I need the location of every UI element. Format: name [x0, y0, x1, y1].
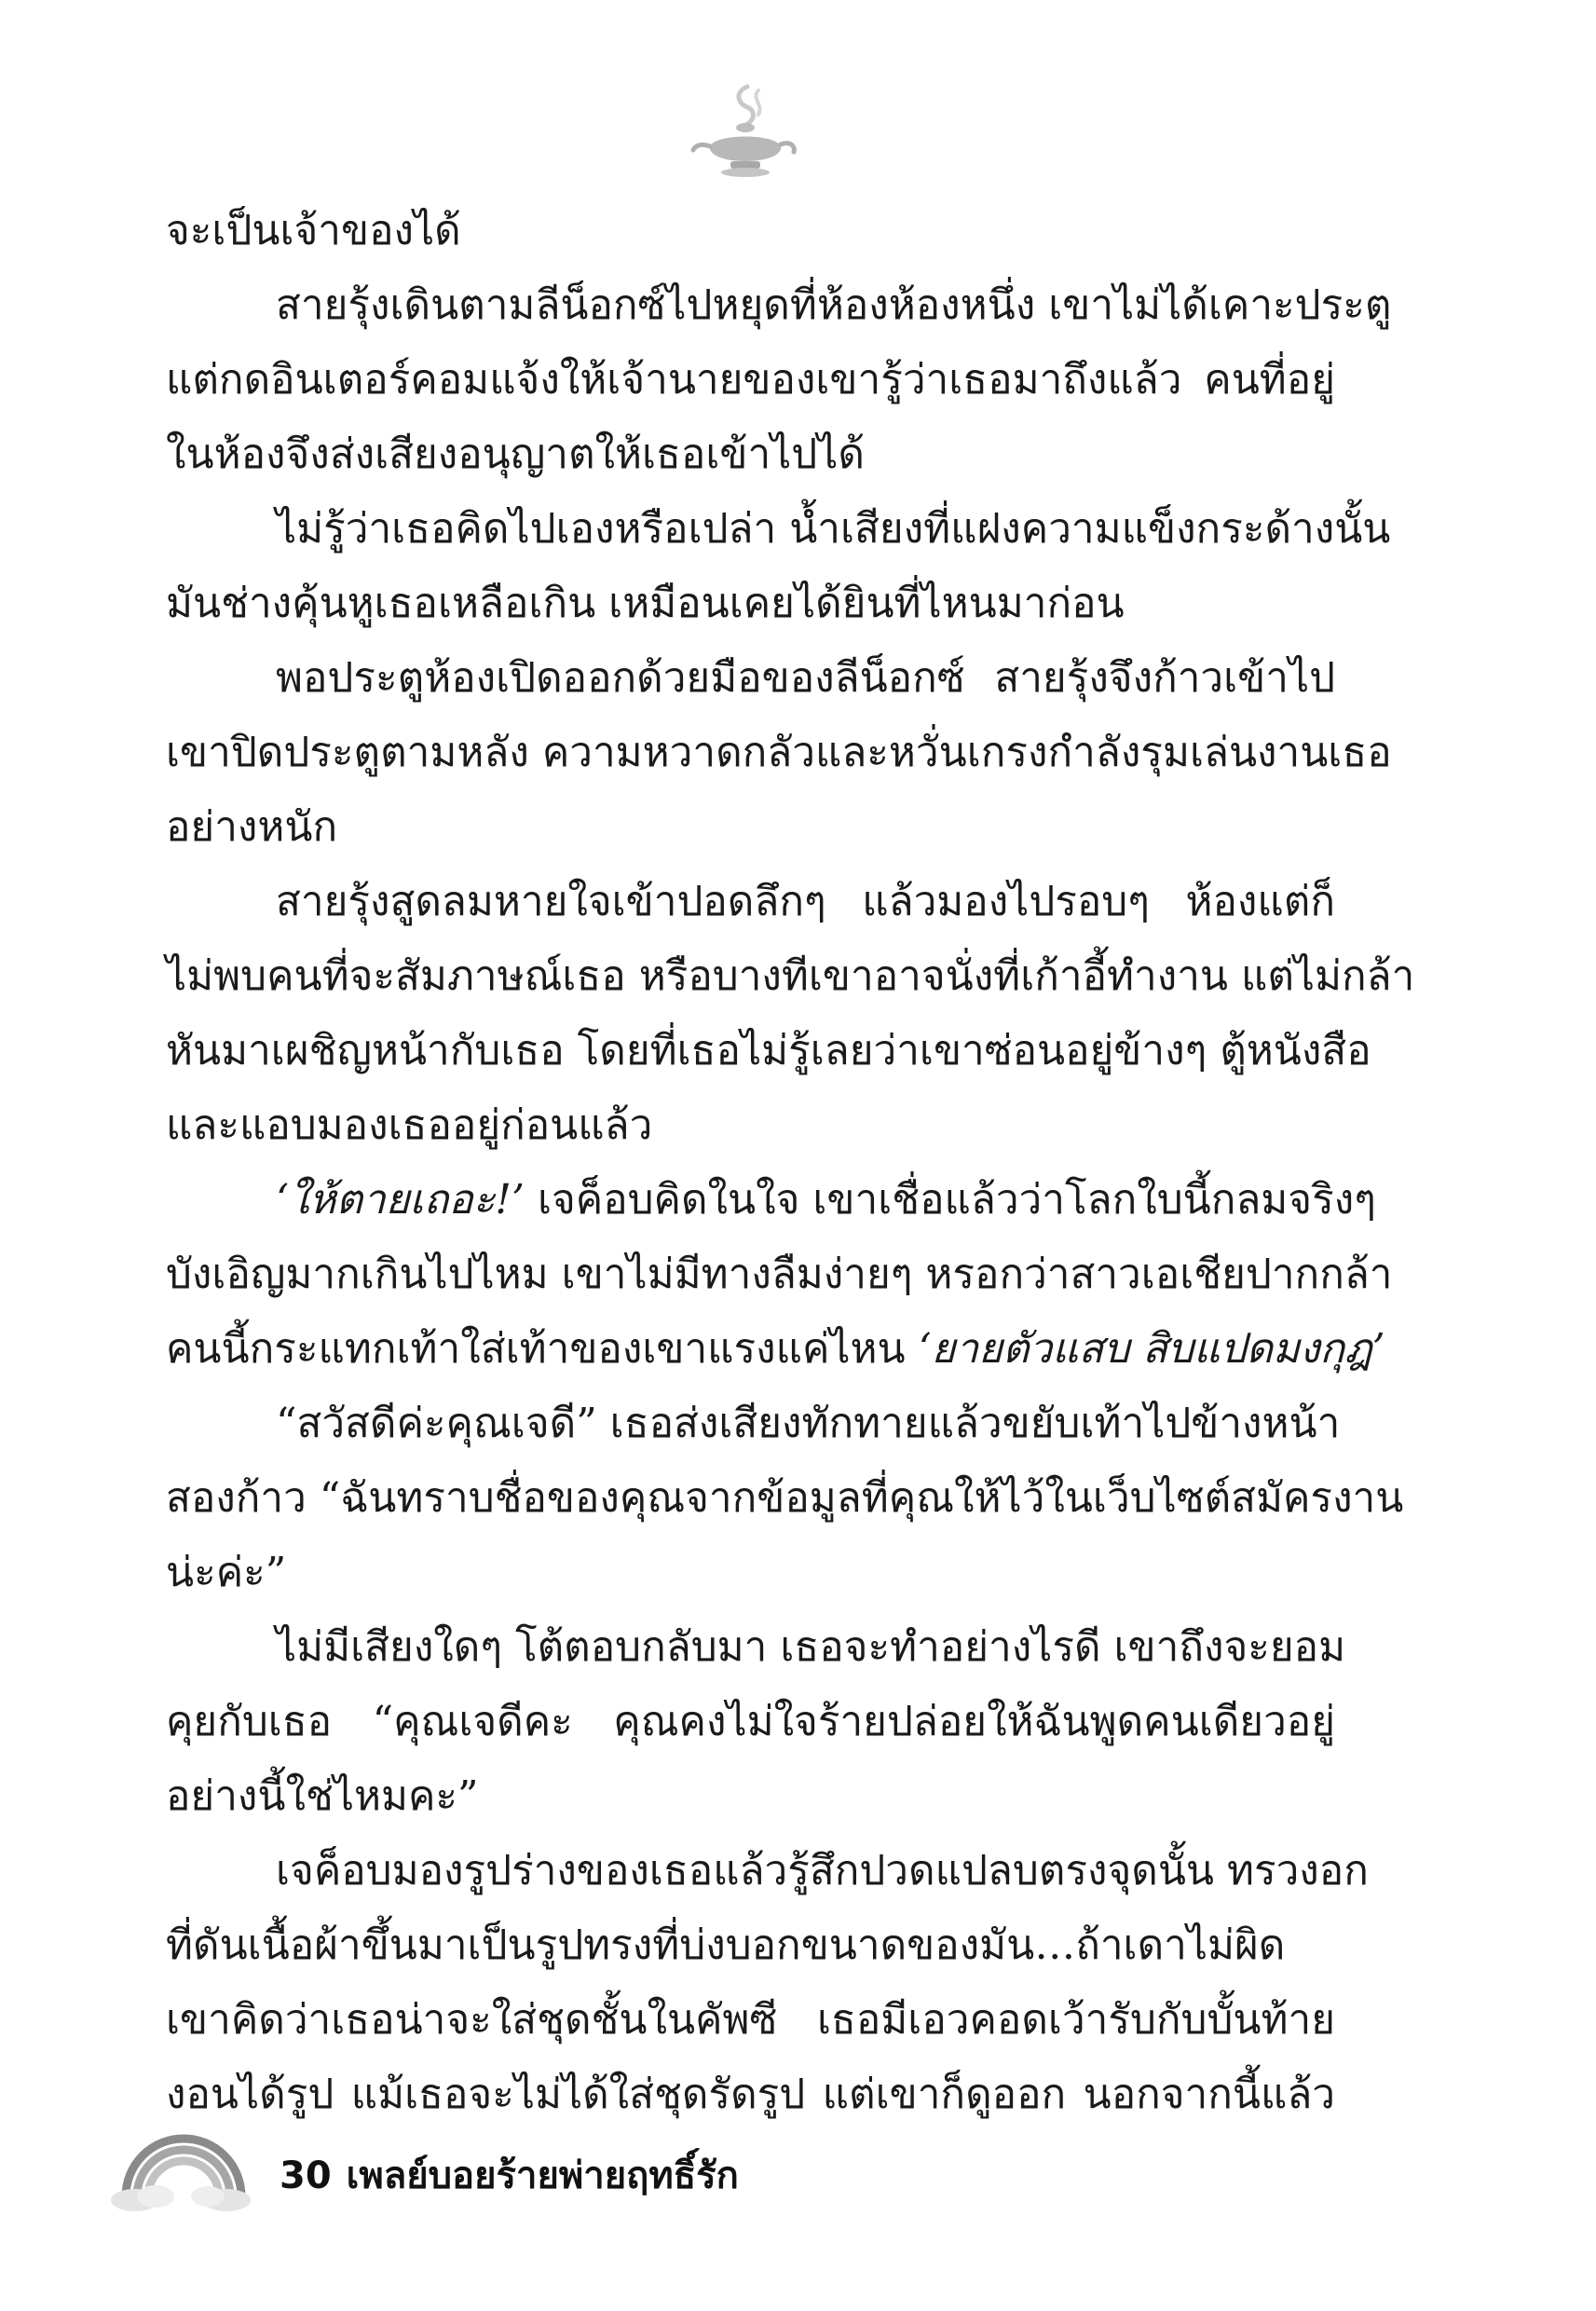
text-line: เจค็อบมองรูปร่างของเธอแล้วรู้สึกปวดแปลบตรงจุดนั้น ทรวงอก [276, 1847, 1369, 1894]
text-line [166, 1312, 1385, 1387]
italic-segment: ‘ให้ตายเถอะ!’ [276, 1176, 525, 1224]
footer-label [280, 2148, 754, 2204]
text-line: ไม่มีเสียงใดๆ โต้ตอบกลับมา เธอจะทำอย่างไรดี เขาถึงจะยอม [276, 1623, 1346, 1671]
page-number: 30 [280, 2154, 332, 2197]
text-line: อย่างนี้ใช่ไหมคะ” [166, 1772, 479, 1820]
text-line: สายรุ้งสูดลมหายใจเข้าปอดลึกๆ แล้วมองไปรอบๆ ห้องแต่ก็ [276, 878, 1335, 925]
rainbow-cloud-icon [107, 2111, 261, 2213]
magic-lamp-icon [689, 79, 801, 182]
text-segment: คนนี้กระแทกเท้าใส่เท้าของเขาแรงแค่ไหน [166, 1325, 919, 1373]
italic-segment: ‘ยายตัวแสบ สิบแปดมงกุฎ’ [918, 1325, 1385, 1373]
text-line: สายรุ้งเดินตามลีน็อกซ์ไปหยุดที่ห้องห้องหนึ่ง เขาไม่ได้เคาะประตู [276, 281, 1392, 329]
text-line: บังเอิญมากเกินไปไหม เขาไม่มีทางลืมง่ายๆ หรอกว่าสาวเอเชียปากกล้า [166, 1251, 1393, 1298]
text-line: น่ะค่ะ” [166, 1549, 287, 1596]
book-title: เพลย์บอยร้ายพ่ายฤทธิ์รัก [346, 2154, 739, 2197]
text-line: เขาปิดประตูตามหลัง ความหวาดกลัวและหวั่นเกรงกำลังรุมเล่นงานเธอ [166, 729, 1392, 776]
text-line: ไม่พบคนที่จะสัมภาษณ์เธอ หรือบางทีเขาอาจนั่งที่เก้าอี้ทำงาน แต่ไม่กล้า [166, 952, 1415, 1000]
text-line: จะเป็นเจ้าของได้ [166, 207, 461, 254]
text-line [166, 1163, 1376, 1238]
text-line: แต่กดอินเตอร์คอมแจ้งให้เจ้านายของเขารู้ว่าเธอมาถึงแล้ว คนที่อยู่ [166, 356, 1335, 403]
text-line: ที่ดันเนื้อผ้าขึ้นมาเป็นรูปทรงที่บ่งบอกขนาดของมัน…ถ้าเดาไม่ผิด [166, 1921, 1286, 1969]
text-line: “สวัสดีค่ะคุณเจดี” เธอส่งเสียงทักทายแล้วขยับเท้าไปข้างหน้า [276, 1400, 1341, 1447]
text-line: หันมาเผชิญหน้ากับเธอ โดยที่เธอไม่รู้เลยว่าเขาซ่อนอยู่ข้างๆ ตู้หนังสือ [166, 1027, 1371, 1074]
text-line: งอนได้รูป แม้เธอจะไม่ได้ใส่ชุดรัดรูป แต่เขาก็ดูออก นอกจากนี้แล้ว [166, 2071, 1335, 2118]
text-segment: เจค็อบคิดในใจ เขาเชื่อแล้วว่าโลกใบนี้กลมจริงๆ [524, 1176, 1376, 1224]
text-line: คุยกับเธอ “คุณเจดีคะ คุณคงไม่ใจร้ายปล่อยให้ฉันพูดคนเดียวอยู่ [166, 1698, 1335, 1745]
page-footer [107, 2111, 759, 2213]
text-line: ในห้องจึงส่งเสียงอนุญาตให้เธอเข้าไปได้ [166, 431, 865, 478]
body-text [166, 194, 1415, 2132]
text-line: ไม่รู้ว่าเธอคิดไปเองหรือเปล่า น้ำเสียงที่แฝงความแข็งกระด้างนั้น [276, 505, 1391, 553]
text-line: และแอบมองเธออยู่ก่อนแล้ว [166, 1101, 653, 1149]
text-line: สองก้าว “ฉันทราบชื่อของคุณจากข้อมูลที่คุณให้ไว้ในเว็บไซต์สมัครงาน [166, 1474, 1404, 1522]
text-line: มันช่างคุ้นหูเธอเหลือเกิน เหมือนเคยได้ยินที่ไหนมาก่อน [166, 580, 1125, 627]
text-line: เขาคิดว่าเธอน่าจะใส่ชุดชั้นในคัพซี เธอมีเอวคอดเว้ารับกับบั้นท้าย [166, 1996, 1335, 2044]
text-line: อย่างหนัก [166, 803, 338, 851]
text-line: พอประตูห้องเปิดออกด้วยมือของลีน็อกซ์ สายรุ้งจึงก้าวเข้าไป [276, 654, 1335, 702]
